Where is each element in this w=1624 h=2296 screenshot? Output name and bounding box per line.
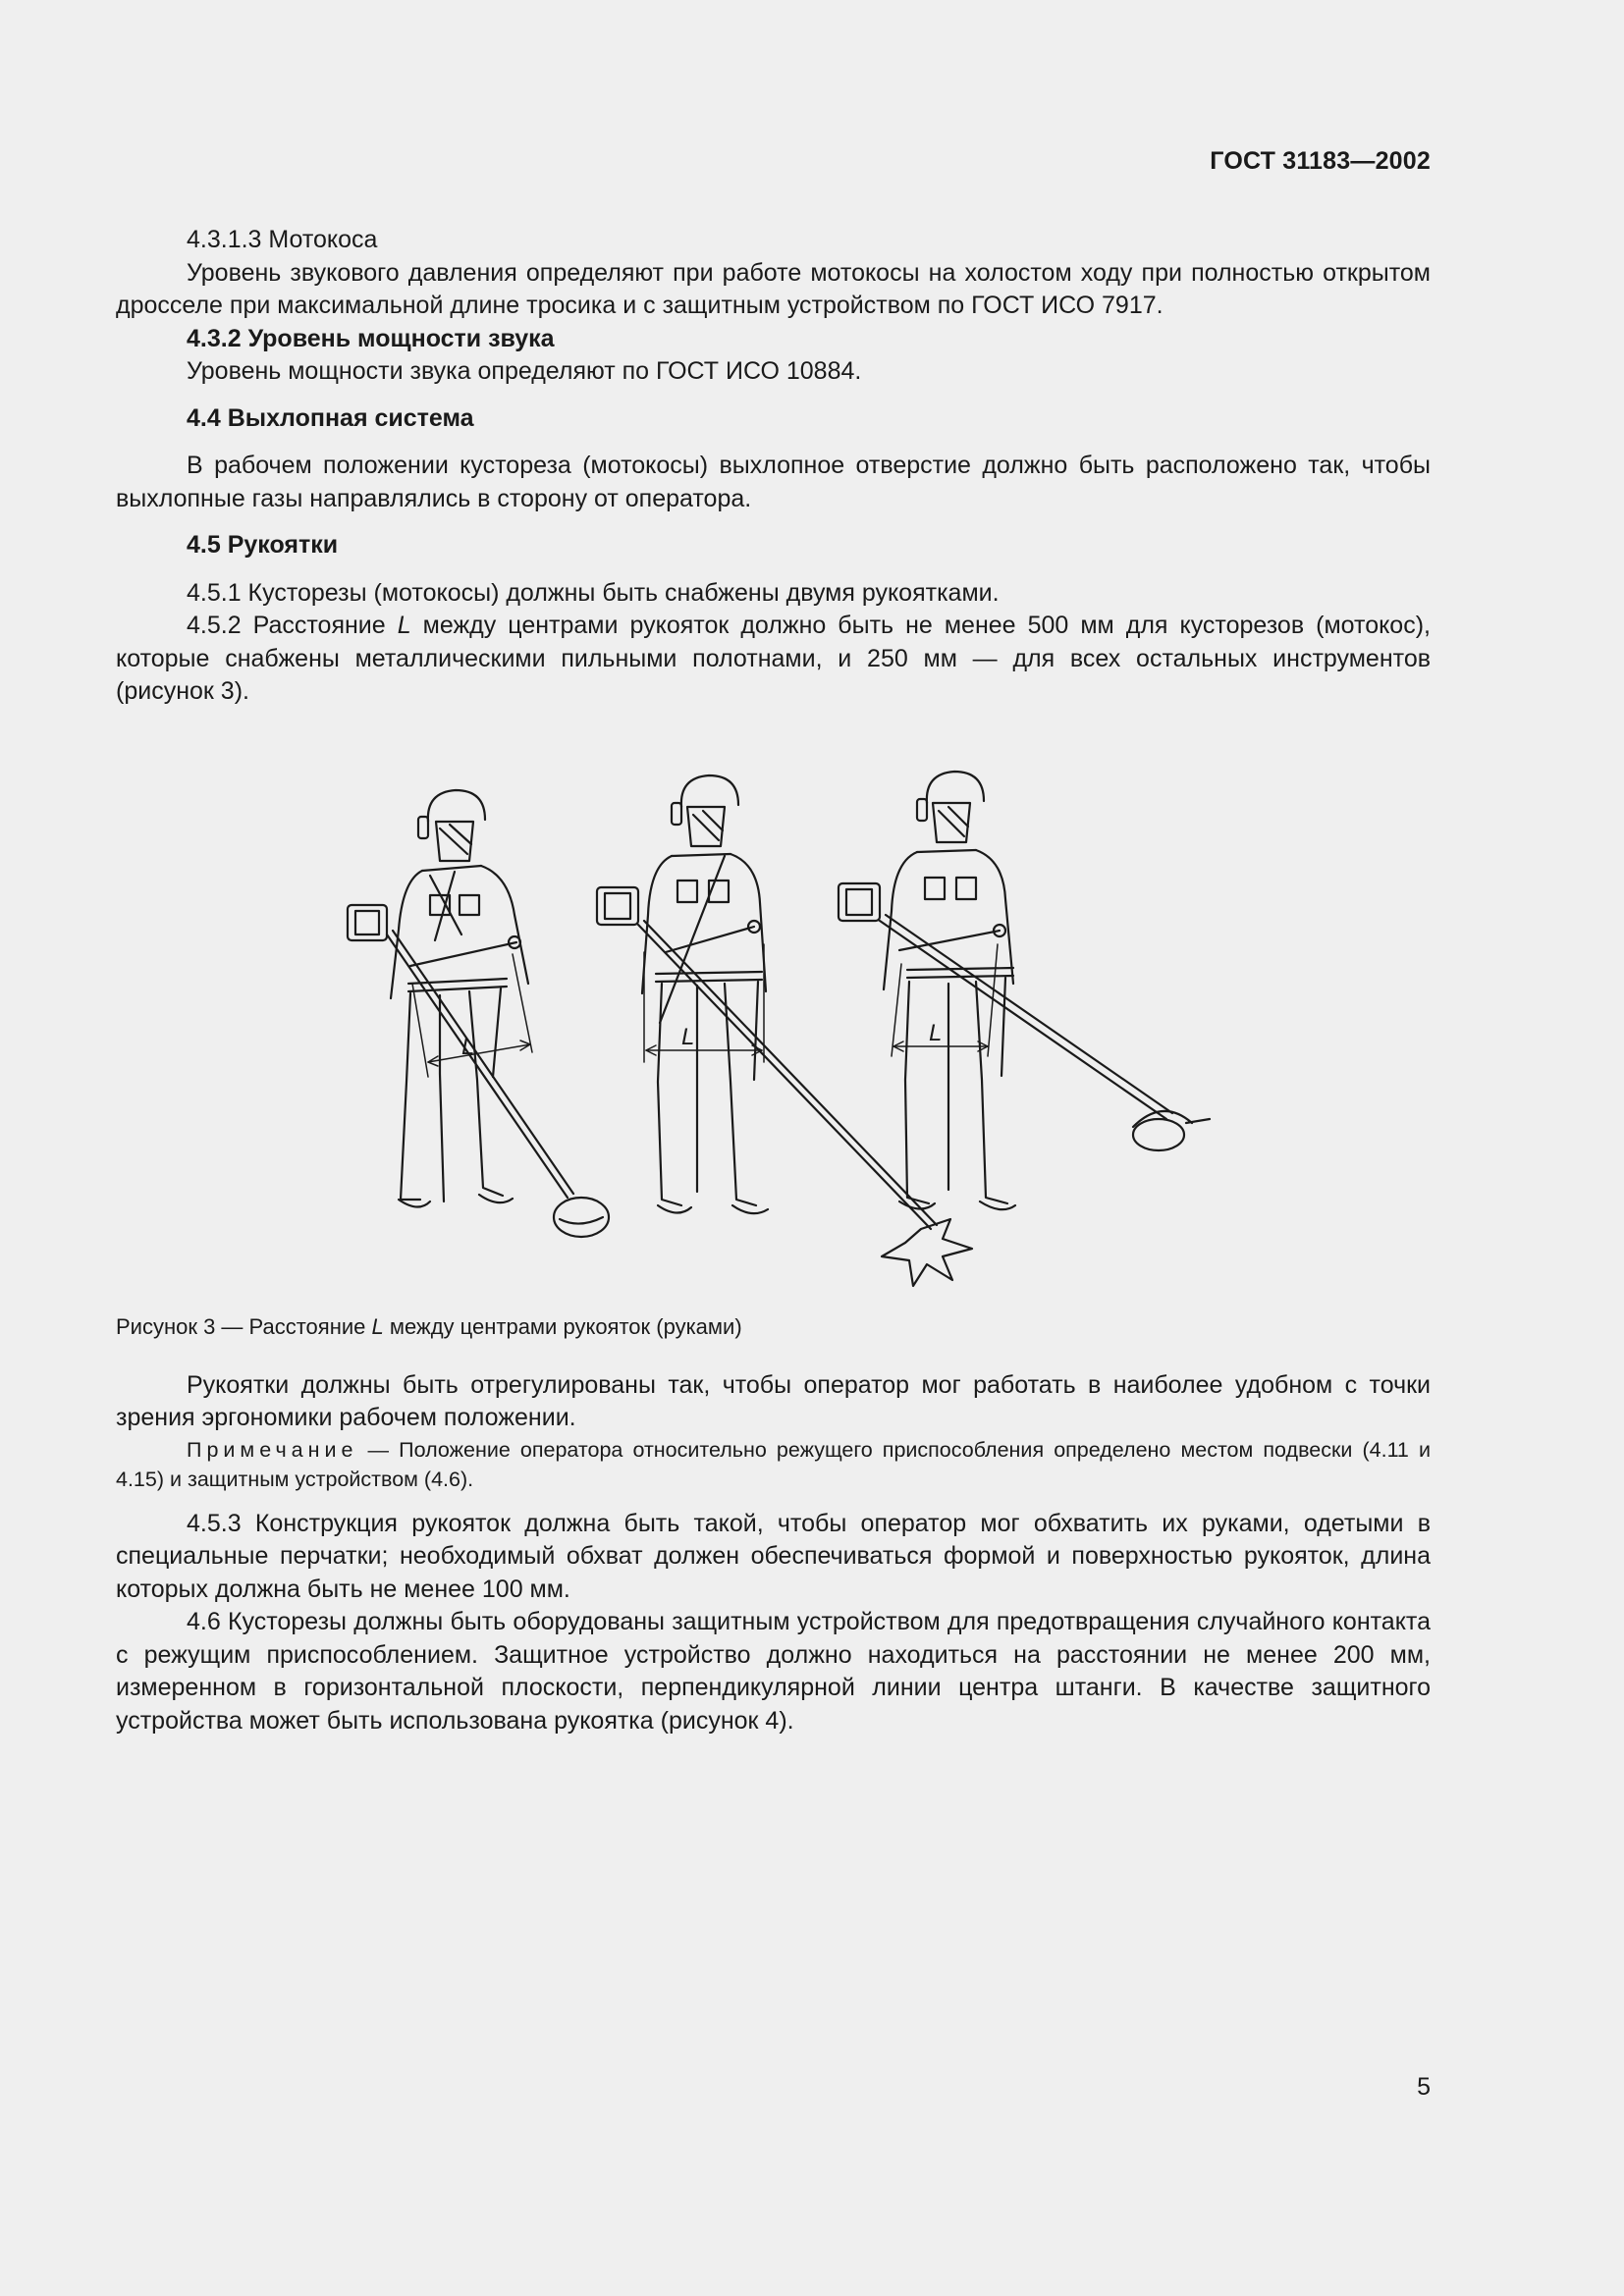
variable-L: L: [371, 1313, 384, 1339]
section-4-3-2-text: Уровень мощности звука определяют по ГОСТ ИСО 10884.: [187, 357, 862, 385]
page-number: 5: [1417, 2073, 1431, 2101]
operator-3-illustration: [839, 772, 1210, 1209]
text-run: Рисунок 3 — Расстояние: [116, 1313, 372, 1339]
variable-L: L: [397, 612, 411, 639]
dimension-label-L: L: [461, 1033, 475, 1060]
text-run: между центрами рукояток (руками): [383, 1313, 742, 1339]
handles-adjustment-text: Рукоятки должны быть отрегулированы так, чтобы оператор мог работать в наиболее удобном с точки зрения эргономики рабочем положении.: [116, 1370, 1431, 1431]
note-label: Примечание: [187, 1437, 358, 1462]
section-4-5-2-text: [116, 610, 1431, 709]
section-4-5-3-text: 4.5.3 Конструкция рукояток должна быть такой, чтобы оператор мог обхватить их руками, одетыми в специальные перчатки; необходимый обхват должен обеспечиваться формой и поверхностью рукояток, длина которых должна быть не менее 100 мм.: [116, 1509, 1431, 1603]
note-text: — Положение оператора относительно режущего приспособления определено местом подвески (4.11 и 4.15) и защитным устройством (4.6).: [116, 1437, 1431, 1491]
section-number: 4.4: [187, 403, 221, 432]
section-4-3-2-heading: [116, 323, 1431, 356]
operator-1-illustration: [348, 790, 609, 1237]
document-header: ГОСТ 31183—2002: [1210, 147, 1431, 175]
note: [116, 1435, 1431, 1494]
text-run: между центрами рукояток должно быть не менее 500 мм для кусторезов (мотокос), которые снабжены металлическими пильными полотнами, и 250 мм — для всех остальных инструментов (рисунок 3).: [116, 612, 1431, 705]
document-body: [116, 224, 1431, 1737]
section-4-4-heading: [116, 402, 1431, 436]
section-4-6-text: 4.6 Кусторезы должны быть оборудованы защитным устройством для предотвращения случайного контакта с режущим приспособлением. Защитное устройство должно находиться на расстоянии не менее 200 мм, измеренном в горизонтальной плоскости, перпендикулярной линии центра штанги. В качестве защитного устройства может быть использована рукоятка (рисунок 4).: [116, 1608, 1431, 1735]
dimension-label-L: L: [681, 1023, 695, 1050]
section-4-5-heading: [116, 529, 1431, 562]
section-title: Выхлопная система: [227, 403, 474, 432]
section-4-3-1-3-text: Уровень звукового давления определяют при работе мотокосы на холостом ходу при полностью открытом дросселе при максимальной длине тросика и с защитным устройством по ГОСТ ИСО 7917.: [116, 258, 1431, 319]
section-4-4-text: В рабочем положении кустореза (мотокосы) выхлопное отверстие должно быть расположено так, чтобы выхлопные газы направлялись в сторону от оператора.: [116, 452, 1431, 512]
section-4-5-1-text: 4.5.1 Кусторезы (мотокосы) должны быть снабжены двумя рукоятками.: [187, 578, 1000, 607]
section-title: Рукоятки: [227, 531, 339, 559]
section-number: 4.5: [187, 531, 221, 559]
figure-3-illustration: [116, 738, 1431, 1312]
section-number: 4.3.2: [187, 324, 242, 352]
figure-3-caption: [116, 1312, 1431, 1342]
dimension-label-L: L: [929, 1019, 943, 1046]
section-title: Уровень мощности звука: [247, 324, 555, 352]
section-4-3-1-3-title: 4.3.1.3 Мотокоса: [187, 226, 378, 253]
text-run: 4.5.2 Расстояние: [187, 612, 398, 639]
figure-3: [116, 738, 1431, 1312]
